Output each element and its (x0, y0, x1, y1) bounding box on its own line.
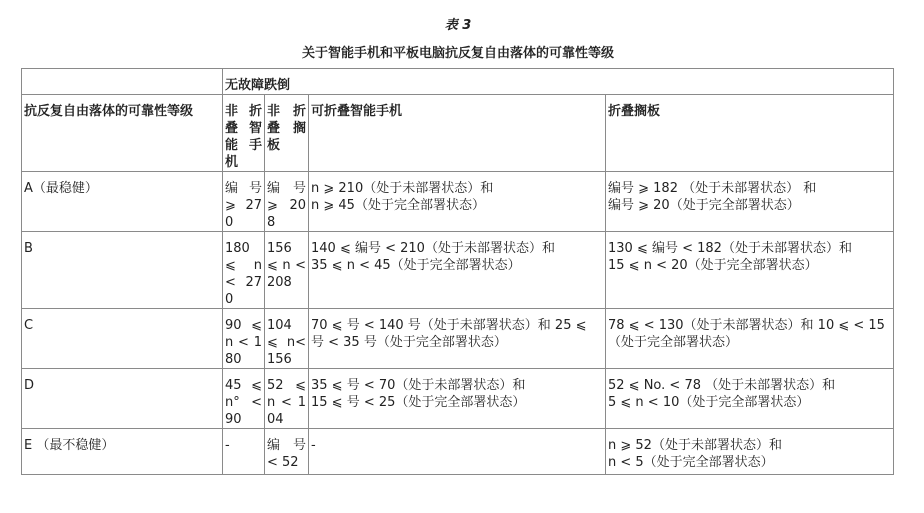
cell-non-foldable-phone: 45 ⩽ n° < 90 (223, 369, 265, 429)
header-level: 抗反复自由落体的可靠性等级 (22, 95, 223, 172)
cell-foldable-phone (309, 429, 606, 475)
cell-foldable-phone (309, 369, 606, 429)
header-non-foldable-phone: 非 折叠 智能 手机 (223, 95, 265, 172)
cell-foldable-phone (309, 232, 606, 309)
cell-line: n < 5（处于完全部署状态） (608, 455, 774, 470)
cell-non-foldable-tablet: 52 ⩽ n < 104 (265, 369, 309, 429)
cell-foldable-phone (309, 172, 606, 232)
cell-foldable-tablet (606, 232, 894, 309)
cell-line: 35 ⩽ 号 < 70（处于未部署状态）和 (311, 378, 526, 393)
header-foldable-phone: 可折叠智能手机 (309, 95, 606, 172)
cell-foldable-tablet (606, 369, 894, 429)
cell-foldable-tablet (606, 309, 894, 369)
cell-line: n ⩾ 210（处于未部署状态）和 (311, 181, 494, 196)
cell-line: n ⩾ 52（处于未部署状态）和 (608, 438, 782, 453)
header-foldable-tablet: 折叠搁板 (606, 95, 894, 172)
cell-line: 15 ⩽ 号 < 25（处于完全部署状态） (311, 395, 526, 410)
header-non-foldable-tablet: 非 折叠 搁板 (265, 95, 309, 172)
cell-level: D (22, 369, 223, 429)
reliability-table (21, 68, 894, 475)
cell-non-foldable-phone: 90 ⩽ n < 180 (223, 309, 265, 369)
cell-line: 编号 ⩾ 182 （处于未部署状态） 和 (608, 181, 817, 196)
cell-level: B (22, 232, 223, 309)
cell-level: E （最不稳健） (22, 429, 223, 475)
table-row (22, 172, 894, 232)
table-row (22, 369, 894, 429)
cell-non-foldable-phone: 编 号 ⩾ 270 (223, 172, 265, 232)
cell-foldable-phone (309, 309, 606, 369)
table-row (22, 429, 894, 475)
empty-header-cell (22, 69, 223, 95)
cell-foldable-tablet (606, 172, 894, 232)
cell-line: 号 < 35 号（处于完全部署状态） (311, 335, 507, 350)
cell-line: 编号 ⩾ 20（处于完全部署状态） (608, 198, 800, 213)
cell-line: 130 ⩽ 编号 < 182（处于未部署状态）和 (608, 241, 852, 256)
cell-line: 78 ⩽ < 130（处于未部署状态）和 10 ⩽ < 15 (608, 318, 885, 333)
table-row (22, 232, 894, 309)
cell-non-foldable-phone: - (223, 429, 265, 475)
cell-line: 5 ⩽ n < 10（处于完全部署状态） (608, 395, 810, 410)
cell-non-foldable-phone: 180 ⩽ n < 270 (223, 232, 265, 309)
cell-line: 52 ⩽ No. < 78 （处于未部署状态）和 (608, 378, 836, 393)
cell-level: A（最稳健） (22, 172, 223, 232)
cell-line: - (311, 438, 316, 453)
cell-line: n ⩾ 45（处于完全部署状态） (311, 198, 485, 213)
cell-non-foldable-tablet: 编 号 < 52 (265, 429, 309, 475)
header-row-group (22, 69, 894, 95)
cell-line: （处于完全部署状态） (608, 335, 739, 350)
cell-non-foldable-tablet: 104 ⩽ n< 156 (265, 309, 309, 369)
cell-non-foldable-tablet: 156 ⩽ n < 208 (265, 232, 309, 309)
table-label: 表 3 (444, 18, 472, 33)
cell-line: 35 ⩽ n < 45（处于完全部署状态） (311, 258, 521, 273)
cell-non-foldable-tablet: 编 号 ⩾ 208 (265, 172, 309, 232)
table-title: 关于智能手机和平板电脑抗反复自由落体的可靠性等级 (301, 46, 614, 61)
cell-level: C (22, 309, 223, 369)
cell-line: 70 ⩽ 号 < 140 号（处于未部署状态）和 25 ⩽ (311, 318, 587, 333)
group-header-no-fault-drops: 无故障跌倒 (223, 69, 894, 95)
header-row-columns (22, 95, 894, 172)
cell-line: 140 ⩽ 编号 < 210（处于未部署状态）和 (311, 241, 555, 256)
cell-line: 15 ⩽ n < 20（处于完全部署状态） (608, 258, 818, 273)
table-row (22, 309, 894, 369)
cell-foldable-tablet (606, 429, 894, 475)
